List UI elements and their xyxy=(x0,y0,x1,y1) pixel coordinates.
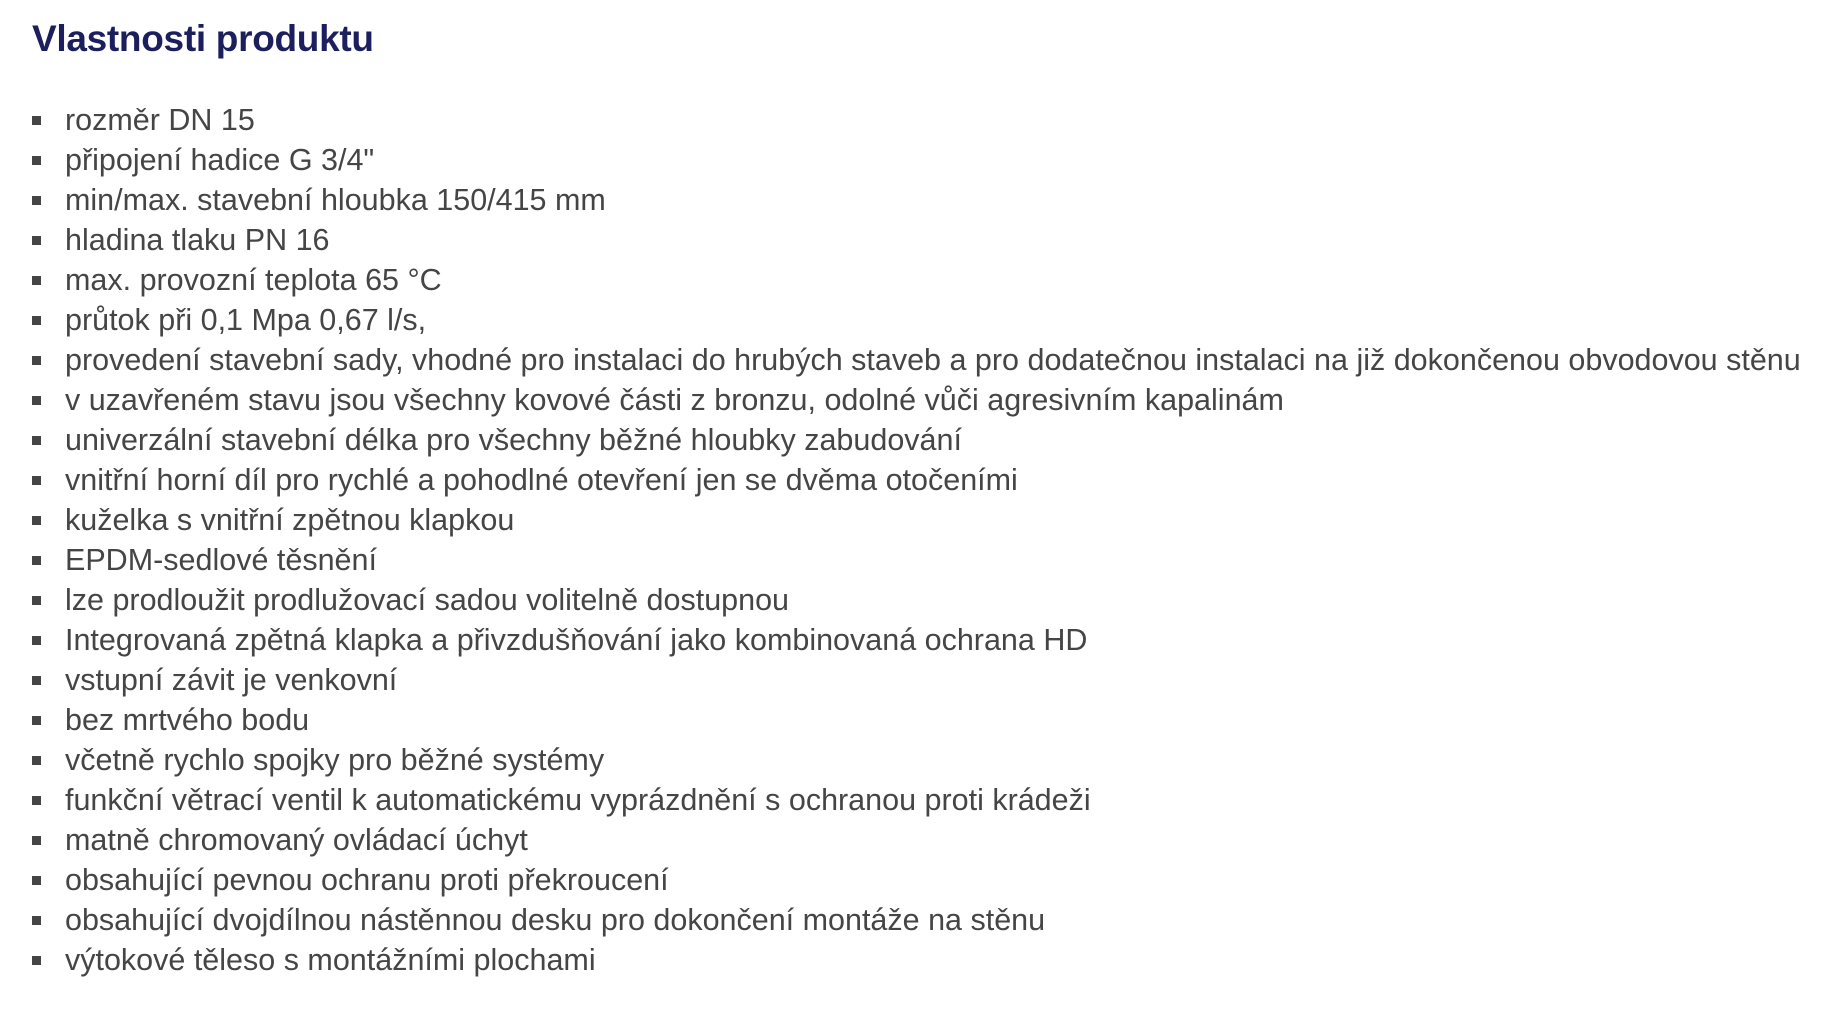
list-item xyxy=(32,700,1832,740)
list-item-text: vnitřní horní díl pro rychlé a pohodlné otevření jen se dvěma otočeními xyxy=(65,463,1018,497)
square-bullet-icon xyxy=(32,236,41,245)
list-item-text: v uzavřeném stavu jsou všechny kovové části z bronzu, odolné vůči agresivním kapalinám xyxy=(65,383,1284,417)
list-item-text: obsahující pevnou ochranu proti překroucení xyxy=(65,863,669,897)
list-item xyxy=(32,260,1832,300)
list-item-text: výtokové těleso s montážními plochami xyxy=(65,943,596,977)
product-features-section xyxy=(32,14,1832,980)
list-item-text: Integrovaná zpětná klapka a přivzdušňování jako kombinovaná ochrana HD xyxy=(65,623,1088,657)
list-item-text: bez mrtvého bodu xyxy=(65,703,310,737)
square-bullet-icon xyxy=(32,516,41,525)
feature-list xyxy=(32,100,1832,980)
square-bullet-icon xyxy=(32,356,41,365)
square-bullet-icon xyxy=(32,716,41,725)
list-item-text: max. provozní teplota 65 °C xyxy=(65,263,442,297)
square-bullet-icon xyxy=(32,676,41,685)
square-bullet-icon xyxy=(32,316,41,325)
list-item xyxy=(32,300,1832,340)
list-item xyxy=(32,180,1832,220)
list-item xyxy=(32,340,1832,380)
list-item-text: průtok při 0,1 Mpa 0,67 l/s, xyxy=(65,303,427,337)
section-title: Vlastnosti produktu xyxy=(32,18,374,59)
square-bullet-icon xyxy=(32,556,41,565)
list-item xyxy=(32,580,1832,620)
list-item xyxy=(32,100,1832,140)
list-item xyxy=(32,780,1832,820)
list-item-text: univerzální stavební délka pro všechny běžné hloubky zabudování xyxy=(65,423,962,457)
square-bullet-icon xyxy=(32,956,41,965)
square-bullet-icon xyxy=(32,796,41,805)
list-item xyxy=(32,860,1832,900)
list-item-text: lze prodloužit prodlužovací sadou volitelně dostupnou xyxy=(65,583,790,617)
square-bullet-icon xyxy=(32,916,41,925)
list-item xyxy=(32,820,1832,860)
list-item-text: min/max. stavební hloubka 150/415 mm xyxy=(65,183,606,217)
square-bullet-icon xyxy=(32,636,41,645)
list-item xyxy=(32,540,1832,580)
list-item xyxy=(32,420,1832,460)
square-bullet-icon xyxy=(32,276,41,285)
list-item-text: provedení stavební sady, vhodné pro instalaci do hrubých staveb a pro dodatečnou instalaci na již dokončenou obvodovou stěnu xyxy=(65,343,1801,377)
list-item xyxy=(32,940,1832,980)
list-item-text: včetně rychlo spojky pro běžné systémy xyxy=(65,743,605,777)
square-bullet-icon xyxy=(32,156,41,165)
list-item-text: EPDM-sedlové těsnění xyxy=(65,543,377,577)
square-bullet-icon xyxy=(32,836,41,845)
list-item-text: kuželka s vnitřní zpětnou klapkou xyxy=(65,503,515,537)
list-item-text: obsahující dvojdílnou nástěnnou desku pro dokončení montáže na stěnu xyxy=(65,903,1046,937)
square-bullet-icon xyxy=(32,196,41,205)
square-bullet-icon xyxy=(32,596,41,605)
list-item-text: rozměr DN 15 xyxy=(65,103,255,137)
list-item xyxy=(32,740,1832,780)
list-item xyxy=(32,380,1832,420)
square-bullet-icon xyxy=(32,876,41,885)
list-item xyxy=(32,140,1832,180)
square-bullet-icon xyxy=(32,436,41,445)
list-item xyxy=(32,660,1832,700)
list-item xyxy=(32,620,1832,660)
list-item-text: připojení hadice G 3/4" xyxy=(65,143,375,177)
square-bullet-icon xyxy=(32,396,41,405)
list-item-text: funkční větrací ventil k automatickému vyprázdnění s ochranou proti krádeži xyxy=(65,783,1091,817)
square-bullet-icon xyxy=(32,116,41,125)
list-item-text: hladina tlaku PN 16 xyxy=(65,223,330,257)
list-item-text: vstupní závit je venkovní xyxy=(65,663,398,697)
square-bullet-icon xyxy=(32,756,41,765)
list-item-text: matně chromovaný ovládací úchyt xyxy=(65,823,528,857)
list-item xyxy=(32,500,1832,540)
list-item xyxy=(32,460,1832,500)
list-item xyxy=(32,900,1832,940)
list-item xyxy=(32,220,1832,260)
square-bullet-icon xyxy=(32,476,41,485)
